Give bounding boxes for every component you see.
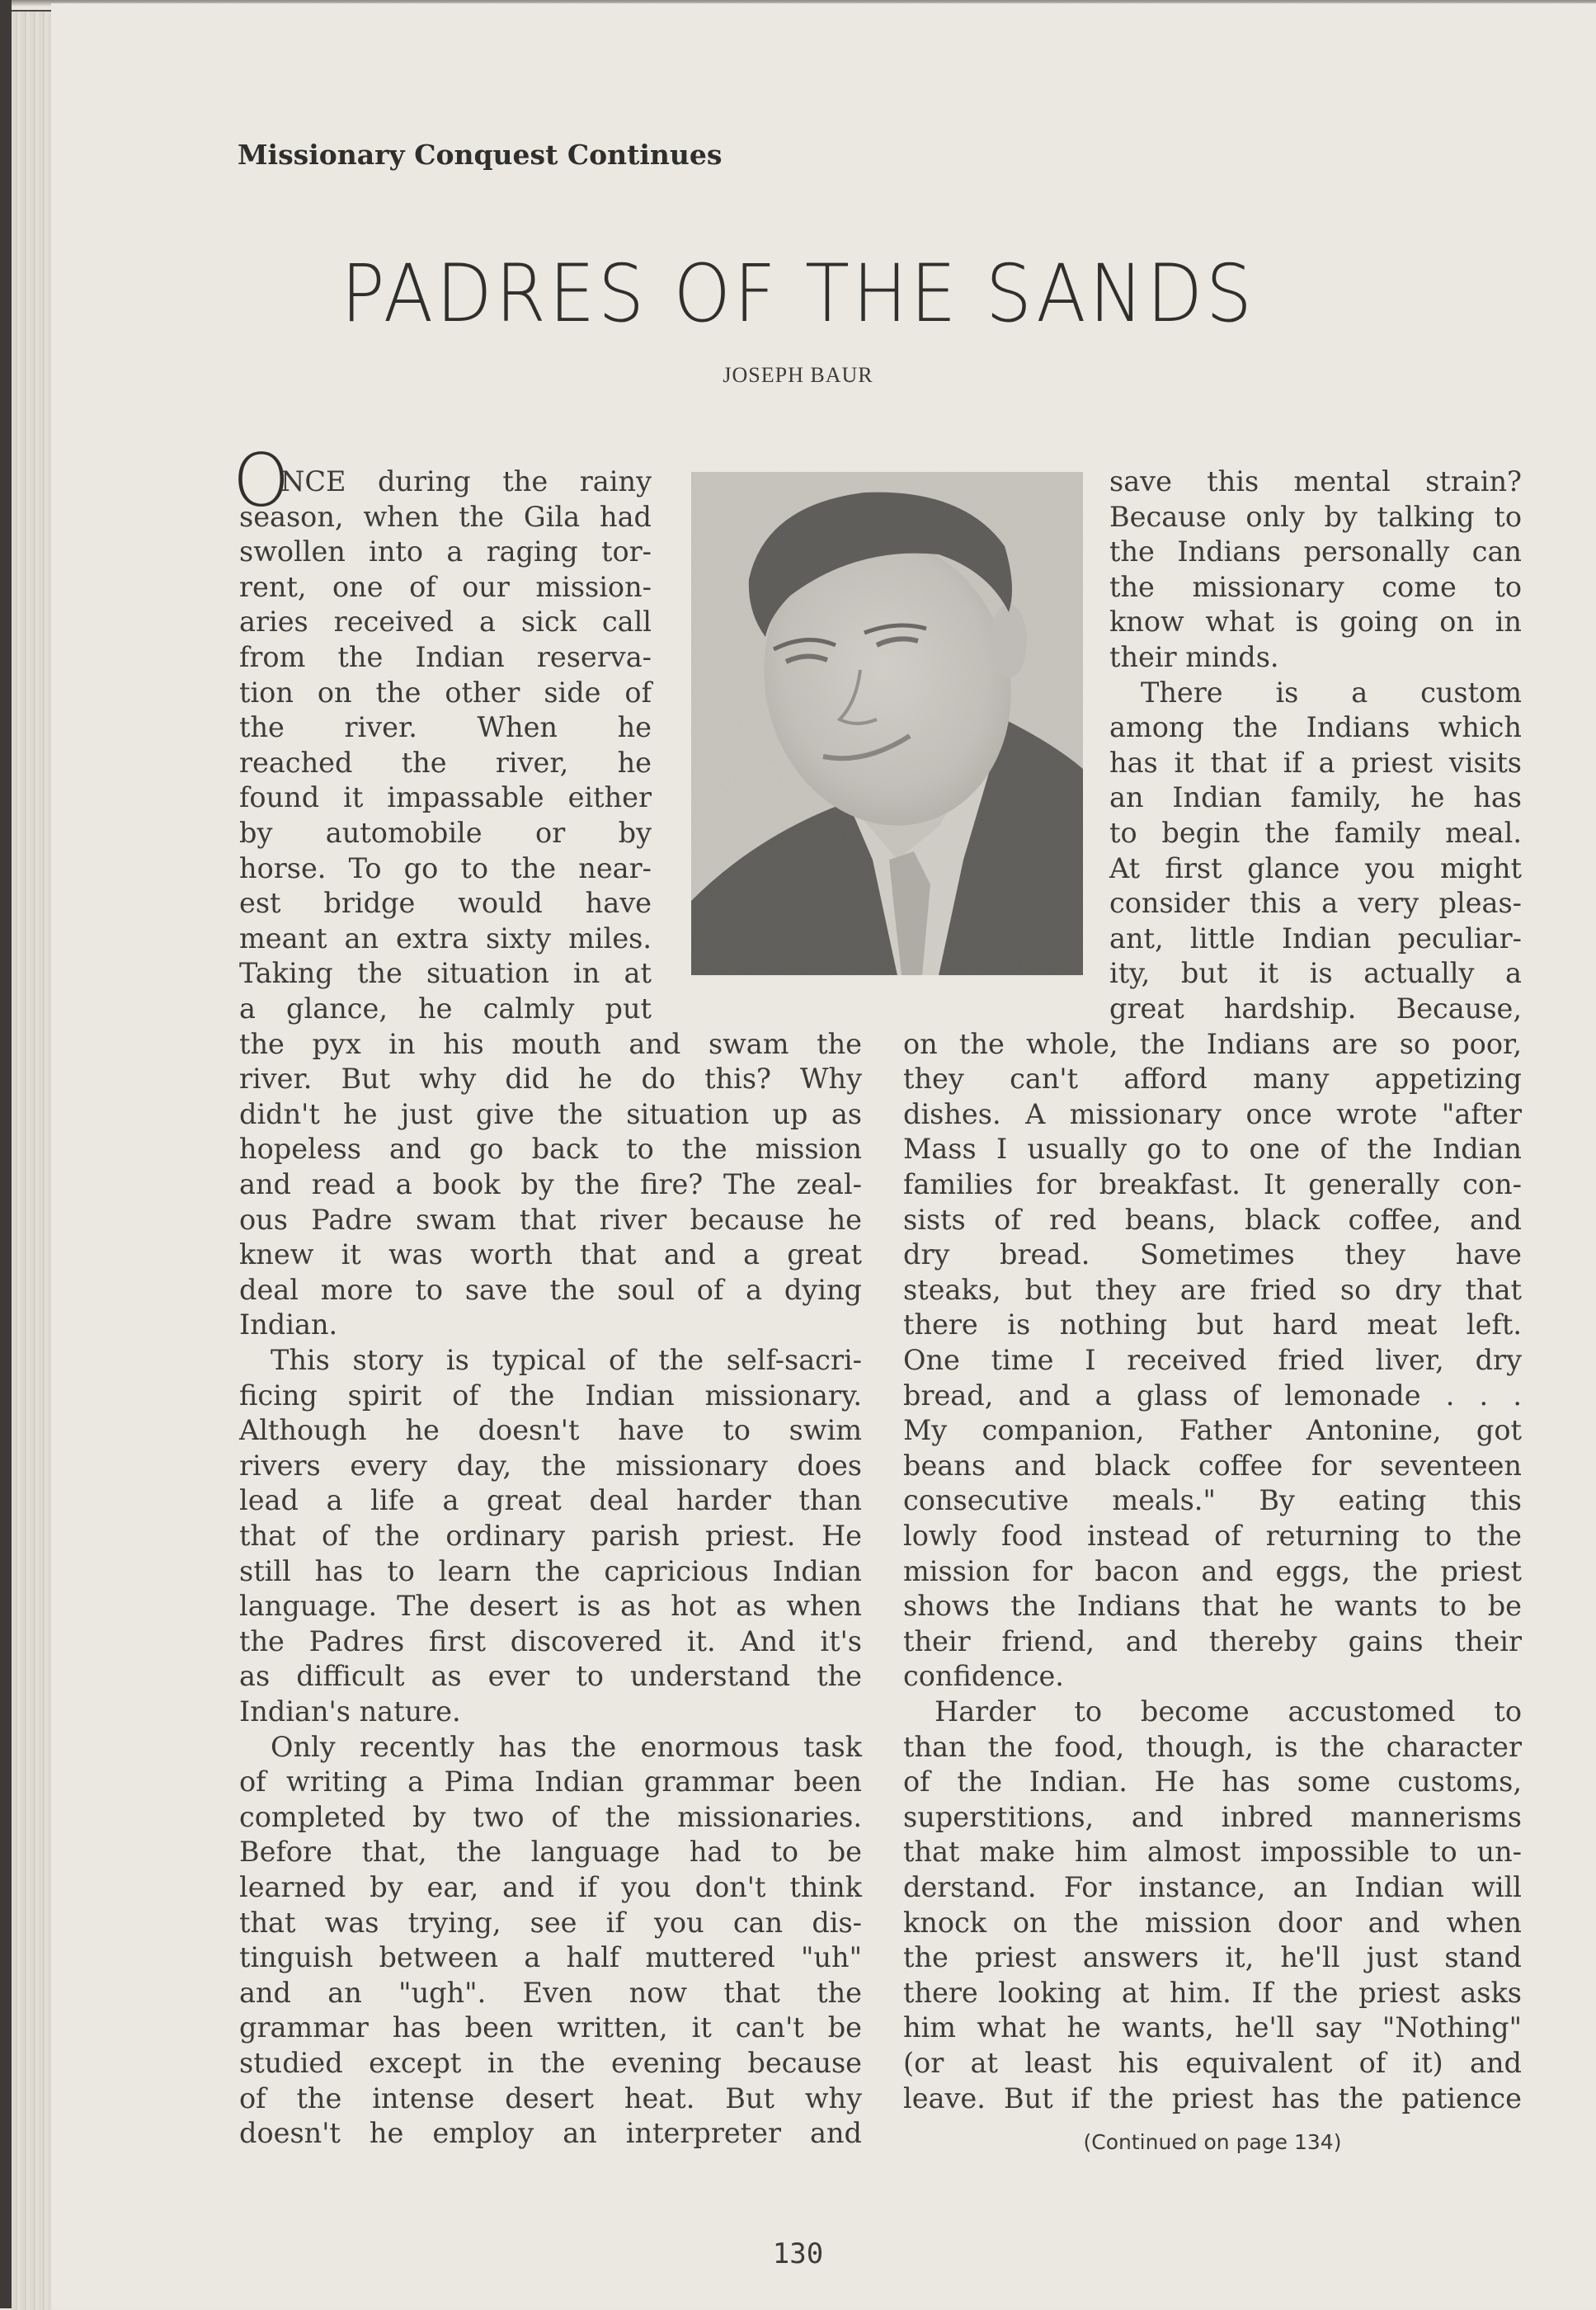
text-line: Indian. (239, 1308, 338, 1341)
text-line: derstand. For instance, an Indian will (903, 1871, 1522, 1903)
text-line: Although he doesn't have to swim (239, 1414, 862, 1447)
page-number: 130 (772, 2237, 824, 2270)
text-line: ity, but it is actually a (1109, 957, 1522, 990)
book-binding (0, 0, 12, 2308)
text-line: that make him almost impossible to un- (903, 1836, 1522, 1869)
text-line: sists of red beans, black coffee, and (903, 1203, 1522, 1236)
text-line: Indian's nature. (239, 1695, 461, 1728)
text-line: bread, and a glass of lemonade . . . (903, 1379, 1522, 1412)
text-line: they can't afford many appetizing (903, 1063, 1522, 1096)
text-line: est bridge would have (239, 887, 652, 920)
text-line: of the intense desert heat. But why (239, 2081, 862, 2114)
text-line: rivers every day, the missionary does (239, 1449, 862, 1482)
text-line: One time I received fried liver, dry (903, 1344, 1522, 1376)
text-line: knock on the mission door and when (903, 1906, 1522, 1939)
text-line: Only recently has the enormous task (271, 1730, 862, 1763)
text-line: still has to learn the capricious Indian (239, 1554, 862, 1587)
text-line: consecutive meals." By eating this (903, 1484, 1522, 1517)
text-line: rent, one of our mission- (239, 570, 652, 603)
text-line: save this mental strain? (1109, 465, 1522, 497)
byline: JOSEPH BAUR (723, 363, 873, 387)
text-line: families for breakfast. It generally con- (903, 1168, 1522, 1200)
text-line: and an "ugh". Even now that the (239, 1976, 862, 2009)
text-line: a glance, he calmly put (239, 992, 652, 1025)
text-line: swollen into a raging tor- (239, 535, 652, 568)
text-line: studied except in the evening because (239, 2047, 862, 2079)
text-line: to begin the family meal. (1109, 817, 1522, 849)
text-line: Taking the situation in at (239, 957, 652, 990)
text-line: consider this a very pleas- (1109, 887, 1522, 920)
text-line: superstitions, and inbred mannerisms (903, 1800, 1522, 1833)
text-line: learned by ear, and if you don't think (239, 1871, 862, 1903)
text-line: grammar has been written, it can't be (239, 2011, 862, 2044)
text-line: found it impassable either (239, 781, 652, 814)
text-line: At first glance you might (1109, 851, 1522, 884)
text-line: steaks, but they are fried so dry that (903, 1273, 1522, 1306)
text-line: great hardship. Because, (1109, 992, 1522, 1025)
text-line: the priest answers it, he'll just stand (903, 1941, 1522, 1974)
text-line: the river. When he (239, 711, 652, 744)
text-line: mission for bacon and eggs, the priest (903, 1554, 1522, 1587)
text-line: from the Indian reserva- (239, 641, 652, 673)
text-line: confidence. (903, 1660, 1064, 1693)
text-line: by automobile or by (239, 817, 652, 849)
text-line: aries received a sick call (239, 606, 652, 639)
text-line: ant, little Indian peculiar- (1109, 922, 1522, 955)
text-line: Because only by talking to (1109, 500, 1522, 533)
text-line: has it that if a priest visits (1109, 746, 1522, 779)
text-line: know what is going on in (1109, 606, 1522, 639)
text-line: than the food, though, is the character (903, 1730, 1522, 1763)
continued-note[interactable]: (Continued on page 134) (1083, 2130, 1342, 2154)
text-line: lowly food instead of returning to the (903, 1520, 1522, 1552)
text-line: reached the river, he (239, 746, 652, 779)
text-line: deal more to save the soul of a dying (239, 1273, 862, 1306)
text-line: shows the Indians that he wants to be (903, 1590, 1522, 1623)
text-line: There is a custom (1141, 676, 1522, 709)
text-line: lead a life a great deal harder than (239, 1484, 862, 1517)
text-line: Mass I usually go to one of the Indian (903, 1133, 1522, 1166)
text-line: the Padres first discovered it. And it's (239, 1624, 862, 1657)
text-line: horse. To go to the near- (239, 851, 652, 884)
text-line: This story is typical of the self-sacri- (271, 1344, 862, 1376)
text-line: didn't he just give the situation up as (239, 1097, 862, 1130)
text-line: an Indian family, he has (1109, 781, 1522, 814)
drop-cap: O (233, 438, 290, 523)
text-line: meant an extra sixty miles. (239, 922, 652, 955)
text-line: season, when the Gila had (239, 500, 652, 533)
text-line: knew it was worth that and a great (239, 1238, 862, 1271)
text-line: NCE during the rainy (280, 465, 652, 497)
portrait-image (691, 472, 1083, 975)
text-line: language. The desert is as hot as when (239, 1590, 862, 1623)
text-line: their minds. (1109, 641, 1279, 673)
text-line: ficing spirit of the Indian missionary. (239, 1379, 862, 1412)
text-line: as difficult as ever to understand the (239, 1660, 862, 1693)
text-line: the missionary come to (1109, 570, 1522, 603)
page-edges (12, 10, 51, 2310)
text-line: Harder to become accustomed to (935, 1695, 1522, 1728)
text-line: their friend, and thereby gains their (903, 1624, 1522, 1657)
text-line: there looking at him. If the priest asks (903, 1976, 1522, 2009)
running-head: Missionary Conquest Continues (238, 139, 723, 171)
text-line: the pyx in his mouth and swam the (239, 1027, 862, 1060)
text-line: there is nothing but hard meat left. (903, 1308, 1522, 1341)
text-line: Before that, the language had to be (239, 1836, 862, 1869)
text-line: that was trying, see if you can dis- (239, 1906, 862, 1939)
text-line: on the whole, the Indians are so poor, (903, 1027, 1522, 1060)
text-line: My companion, Father Antonine, got (903, 1414, 1522, 1447)
author-photo (691, 472, 1083, 975)
text-line: tion on the other side of (239, 676, 652, 709)
text-line: him what he wants, he'll say "Nothing" (903, 2011, 1522, 2044)
text-line: dishes. A missionary once wrote "after (903, 1097, 1522, 1130)
text-line: tinguish between a half muttered "uh" (239, 1941, 862, 1974)
text-line: ous Padre swam that river because he (239, 1203, 862, 1236)
text-line: of the Indian. He has some customs, (903, 1766, 1522, 1798)
text-line: completed by two of the missionaries. (239, 1800, 862, 1833)
text-line: and read a book by the fire? The zeal- (239, 1168, 862, 1200)
text-line: of writing a Pima Indian grammar been (239, 1766, 862, 1798)
text-line: among the Indians which (1109, 711, 1522, 744)
text-line: (or at least his equivalent of it) and (903, 2047, 1522, 2079)
text-line: that of the ordinary parish priest. He (239, 1520, 862, 1552)
article-title: PADRES OF THE SANDS (341, 248, 1255, 340)
text-line: hopeless and go back to the mission (239, 1133, 862, 1166)
text-line: river. But why did he do this? Why (239, 1063, 862, 1096)
text-line: dry bread. Sometimes they have (903, 1238, 1522, 1271)
text-line: the Indians personally can (1109, 535, 1522, 568)
text-line: doesn't he employ an interpreter and (239, 2117, 862, 2150)
text-line: leave. But if the priest has the patience (903, 2081, 1522, 2114)
text-line: beans and black coffee for seventeen (903, 1449, 1522, 1482)
